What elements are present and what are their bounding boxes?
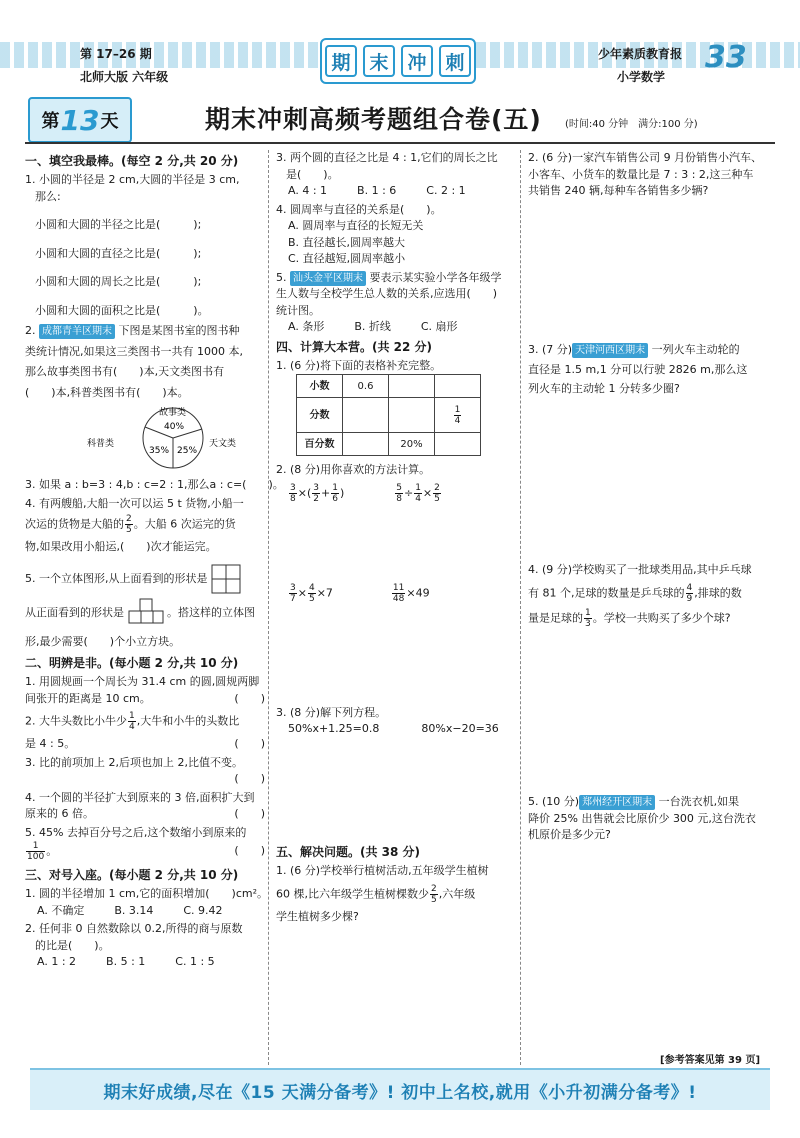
frac-num: 3 [313, 482, 319, 493]
table-cell[interactable] [343, 433, 389, 456]
question-text: 是( )。 [286, 167, 339, 181]
question-text: 4. 圆周率与直径的关系是( )。 [276, 202, 442, 216]
issue-range: 第 17–26 期 [80, 47, 152, 61]
question-text: 1. 用圆规画一个周长为 31.4 cm 的圆,圆规两脚 [25, 675, 260, 688]
fraction [454, 405, 462, 426]
options [276, 183, 516, 200]
answer-paren[interactable]: ( ) [234, 844, 265, 858]
equation: 80%x−20=36 [421, 722, 499, 735]
option[interactable]: A. 4 : 1 [288, 184, 328, 197]
day-suffix: 天 [100, 111, 119, 132]
answer-paren[interactable]: ( ) [234, 691, 265, 705]
pie-pct-story: 40% [164, 422, 185, 432]
pie-pct-sci: 35% [149, 446, 170, 456]
question [276, 358, 516, 457]
question-text: 有 81 个,足球的数量是乒乓球的 [528, 586, 685, 599]
frac-num: 1 [332, 482, 338, 493]
pie-label-story: 故事类 [159, 408, 187, 418]
frac-num: 1 [129, 711, 135, 721]
question-text: 的比是( )。 [35, 938, 110, 952]
question [25, 674, 265, 707]
fraction [430, 884, 438, 905]
equations-row [276, 721, 516, 841]
question-text: 要表示某实验小学各年级学 [369, 270, 502, 284]
question-text: 4. 有两艘船,大船一次可以运 5 t 货物,小船一 [25, 496, 244, 510]
question [25, 564, 265, 651]
fraction [125, 514, 133, 535]
question-text: 1. (6 分)学校举行植树活动,五年级学生植树 [276, 864, 489, 877]
frac-num: 2 [434, 482, 440, 493]
question-text: 1. 圆的半径增加 1 cm,它的面积增加( )cm²。 [25, 887, 268, 900]
question-text: 降价 25% 出售就会比原价少 300 元,这台洗衣 [528, 811, 756, 825]
answer-paren[interactable]: ( ) [234, 772, 265, 785]
question-text: 4. (9 分)学校购买了一批球类用品,其中乒乓球 [528, 563, 752, 576]
frac-den: 9 [686, 593, 693, 604]
source-tag: 成都青羊区期末 [39, 324, 115, 339]
option[interactable]: B. 直径越长,圆周率越大 [288, 235, 406, 249]
option[interactable]: A. 条形 [288, 320, 325, 333]
question: 5. 汕头金平区期末 要表示某实验小学各年级学 生人数与全校学生总人数的关系,应选用( ) 统计图。 A. 条形 B. 折线 C. 扇形 [276, 270, 516, 336]
day-badge [28, 97, 132, 143]
frac-den: 4 [129, 722, 135, 732]
page-title: 期末冲刺高频考题组合卷(五) [205, 105, 542, 134]
row-header: 分数 [297, 398, 343, 433]
question [528, 150, 773, 340]
row-header: 小数 [297, 375, 343, 398]
question-text: 小圆和大圆的面积之比是( )。 [35, 303, 209, 317]
table-cell[interactable] [435, 375, 481, 398]
section-heading: 五、解决问题。(共 38 分) [276, 845, 421, 859]
question-text: 类统计情况,如果这三类图书一共有 1000 本, [25, 344, 243, 358]
frac-num: 11 [392, 582, 405, 593]
frac-den: 6 [332, 493, 338, 504]
fraction [26, 841, 45, 862]
option[interactable]: A. 不确定 [37, 903, 85, 917]
options [25, 954, 265, 971]
newspaper-name: 少年素质教育报 [598, 47, 683, 61]
frac-num: 1 [454, 404, 461, 415]
question-text: 从正面看到的形状是 [25, 605, 124, 619]
conversion-table [296, 374, 481, 456]
fraction [584, 608, 592, 629]
pie-chart [25, 403, 265, 473]
frac-den: 100 [27, 852, 45, 862]
question-text: ( )本,科普类图书有( )本。 [25, 385, 189, 399]
option[interactable]: C. 扇形 [420, 320, 458, 333]
expressions-row [276, 583, 516, 703]
table-row [297, 375, 481, 398]
header-logo [320, 38, 476, 84]
question [528, 562, 773, 792]
column-divider [520, 150, 521, 1065]
question-text: ,六年级 [438, 887, 476, 900]
frac-num: 1 [585, 607, 591, 618]
table-row [297, 398, 481, 433]
question-text: 60 棵,比六年级学生植树棵数少 [276, 887, 429, 900]
frac-num: 1 [415, 482, 421, 493]
column-1 [25, 150, 284, 973]
answer-paren[interactable]: ( ) [234, 737, 265, 750]
table-cell[interactable] [389, 398, 435, 433]
expression [288, 583, 333, 703]
question-text: 2. (8 分)用你喜欢的方法计算。 [276, 463, 431, 476]
options [25, 903, 265, 920]
question [25, 790, 265, 823]
question-text: 量是足球的 [528, 611, 583, 624]
day-prefix: 第 [41, 111, 60, 132]
frac-den: 8 [290, 493, 296, 504]
logo-char: 期 [325, 45, 357, 77]
table-cell[interactable] [389, 375, 435, 398]
frac-den: 4 [415, 493, 421, 504]
question-text: 5. 45% 去掉百分号之后,这个数缩小到原来的 [25, 825, 247, 839]
question-text: 小圆和大圆的直径之比是( ); [35, 246, 202, 260]
operator: + [320, 486, 331, 499]
question-text: 原来的 6 倍。 [25, 807, 94, 820]
question-text: 3. 两个圆的直径之比是 4 : 1,它们的周长之比 [276, 151, 498, 164]
question [276, 202, 516, 268]
question-text: 小圆和大圆的半径之比是( ); [35, 218, 202, 231]
question-text: ,排球的数 [694, 586, 742, 599]
question-text: 小客车、小货车的数量比是 7 : 3 : 2,这三种车 [528, 167, 754, 181]
answer-paren[interactable]: ( ) [234, 807, 265, 820]
source-tag: 郑州经开区期末 [579, 795, 655, 810]
question [25, 825, 265, 863]
logo-char: 冲 [401, 45, 433, 77]
operator: ) [339, 486, 345, 499]
fraction [128, 711, 136, 732]
question-text: 间张开的距离是 10 cm。 [25, 691, 151, 705]
operator: × [422, 486, 433, 499]
question [25, 921, 265, 971]
question-text: 一台洗衣机,如果 [658, 795, 740, 808]
question-text: 。搭这样的立体图 [167, 605, 255, 619]
question [528, 342, 773, 560]
question-text: 3. (7 分) [528, 343, 573, 356]
section-heading: 一、填空我最棒。(每空 2 分,共 20 分) [25, 154, 239, 168]
question-text: 。 [46, 844, 58, 858]
front-view-shape [128, 598, 164, 628]
option[interactable]: C. 直径越短,圆周率越小 [288, 252, 406, 265]
question-text: 次运的货物是大船的 [25, 517, 124, 531]
frac-den: 8 [396, 493, 402, 504]
column-divider [268, 150, 269, 1065]
equation: 50%x+1.25=0.8 [288, 722, 380, 735]
section-heading: 四、计算大本营。(共 22 分) [276, 339, 433, 354]
column-2 [276, 150, 516, 927]
option[interactable]: B. 3.14 [114, 903, 154, 917]
option[interactable]: B. 5 : 1 [106, 955, 146, 968]
question-text: 1. 小圆的半径是 2 cm,大圆的半径是 3 cm, [25, 173, 240, 186]
table-cell [435, 398, 481, 433]
expression [288, 483, 344, 583]
question [25, 496, 265, 556]
question-text: 3. 比的前项加上 2,后项也加上 2,比值不变。 [25, 755, 243, 769]
operator: ÷ [403, 486, 414, 499]
question-text: 学生植树多少棵? [276, 909, 359, 923]
question [276, 150, 516, 200]
frac-num: 2 [126, 514, 132, 524]
section-heading: 二、明辨是非。(每小题 2 分,共 10 分) [25, 656, 239, 670]
footer-slogan [30, 1068, 770, 1110]
frac-num: 3 [290, 482, 296, 493]
table-cell[interactable] [343, 398, 389, 433]
option[interactable]: C. 1 : 5 [175, 955, 215, 968]
frac-num: 1 [26, 841, 45, 852]
frac-den: 3 [585, 618, 591, 629]
source-tag: 天津河西区期末 [572, 343, 648, 358]
question-text: 统计图。 [276, 303, 320, 317]
operator: ×49 [406, 586, 430, 599]
operator: × [297, 586, 307, 599]
top-view-shape [211, 564, 241, 594]
question-text: 3. (8 分)解下列方程。 [276, 705, 387, 719]
options [276, 218, 516, 268]
options [276, 319, 516, 336]
row-header: 百分数 [297, 433, 343, 456]
question-text: 那么: [35, 189, 61, 203]
frac-den: 7 [290, 593, 296, 604]
frac-den: 5 [434, 493, 440, 504]
logo-char: 末 [363, 45, 395, 77]
question-text: ,大牛和小牛的头数比 [136, 714, 240, 728]
operator: ×( [297, 486, 312, 499]
title-meta: (时间:40 分钟 满分:100 分) [565, 119, 698, 130]
question-text: 一列火车主动轮的 [651, 343, 740, 356]
question-text: 形,最少需要( )个小立方块。 [25, 634, 181, 648]
question-text: 列火车的主动轮 1 分转多少圈? [528, 382, 680, 395]
question [25, 755, 265, 788]
pie-pct-astro: 25% [177, 446, 198, 456]
question [528, 794, 773, 844]
title-rule [25, 142, 775, 144]
frac-num: 5 [396, 482, 402, 493]
expressions-row [276, 483, 516, 583]
frac-den: 5 [126, 525, 132, 535]
question-text: 3. 如果 a : b=3 : 4,b : c=2 : 1,那么a : c=( )。 [25, 478, 284, 491]
question-text: 那么故事类图书有( )本,天文类图书有 [25, 365, 225, 378]
question [276, 462, 516, 703]
question-text: 共销售 240 辆,每种车各销售多少辆? [528, 184, 709, 197]
question-text: 生人数与全校学生总人数的关系,应选用( ) [276, 287, 498, 300]
source-tag: 汕头金平区期末 [290, 271, 366, 286]
question-text: 机原价是多少元? [528, 828, 611, 841]
frac-num: 2 [431, 883, 437, 894]
expression [391, 583, 430, 703]
question [276, 705, 516, 842]
option[interactable]: A. 1 : 2 [37, 955, 77, 968]
question [25, 172, 265, 319]
option[interactable]: C. 2 : 1 [426, 184, 466, 197]
option[interactable]: A. 圆周率与直径的长短无关 [288, 219, 424, 232]
question [25, 886, 268, 919]
question-text: 2. 大牛头数比小牛少 [25, 714, 127, 728]
edition: 北师大版 六年级 [80, 70, 169, 84]
frac-num: 4 [308, 582, 315, 593]
option[interactable]: B. 1 : 6 [357, 184, 397, 197]
question-text: 是 4 : 5。 [25, 737, 76, 750]
slogan-text: 期末好成绩,尽在《15 天满分备考》! 初中上名校,就用《小升初满分备考》! [103, 1082, 697, 1103]
frac-den: 5 [431, 894, 437, 905]
subject: 小学数学 [617, 70, 666, 84]
frac-num: 3 [290, 582, 296, 593]
question-text: 5. (10 分) [528, 795, 580, 808]
pie-label-sci: 科普类 [87, 439, 115, 449]
section-heading: 三、对号入座。(每小题 2 分,共 10 分) [25, 868, 239, 882]
answer-reference: [参考答案见第 39 页] [660, 1055, 761, 1066]
question-text: 2. 任何非 0 自然数除以 0.2,所得的商与原数 [25, 922, 243, 935]
question-text: 5. 一个立体图形,从上面看到的形状是 [25, 571, 208, 585]
table-cell[interactable] [435, 433, 481, 456]
question-text: 2. (6 分)一家汽车销售公司 9 月份销售小汽车、 [528, 151, 763, 164]
frac-den: 5 [308, 593, 315, 604]
question-text: 。大船 6 次运完的货 [133, 517, 236, 531]
operator: ×7 [316, 586, 333, 599]
expression [394, 483, 442, 583]
frac-num: 4 [686, 582, 693, 593]
option[interactable]: C. 9.42 [183, 903, 223, 917]
issue-number: 33 [705, 40, 747, 75]
column-3 [528, 150, 773, 846]
pie-label-astro: 天文类 [209, 439, 237, 449]
question-text: 。学校一共购买了多少个球? [592, 611, 731, 624]
table-cell: 20% [389, 433, 435, 456]
option[interactable]: B. 折线 [354, 320, 391, 333]
question-text: 直径是 1.5 m,1 分可以行驶 2826 m,那么这 [528, 362, 748, 376]
question-text: 小圆和大圆的周长之比是( ); [35, 275, 202, 288]
question [276, 863, 516, 925]
frac-den: 4 [454, 415, 461, 426]
question [25, 711, 265, 753]
question-text: 下图是某图书室的图书种 [118, 324, 240, 337]
frac-den: 2 [313, 493, 319, 504]
fraction [686, 583, 694, 604]
question-text: 1. (6 分)将下面的表格补充完整。 [276, 358, 442, 372]
question-text: 4. 一个圆的半径扩大到原来的 3 倍,面积扩大到 [25, 790, 255, 804]
day-number: 13 [60, 103, 100, 137]
question-text: 物,如果改用小船运,( )次才能运完。 [25, 540, 217, 553]
table-cell: 0.6 [343, 375, 389, 398]
question: 2. 成都青羊区期末 下图是某图书室的图书种 类统计情况,如果这三类图书一共有 1000 本, 那么故事类图书有( )本,天文类图书有 ( )本,科普类图书有( )本。 故事类 40% 35% 25% 科普类 天文类 [25, 323, 265, 473]
table-row [297, 433, 481, 456]
logo-char: 刺 [439, 45, 471, 77]
frac-den: 48 [392, 593, 405, 604]
